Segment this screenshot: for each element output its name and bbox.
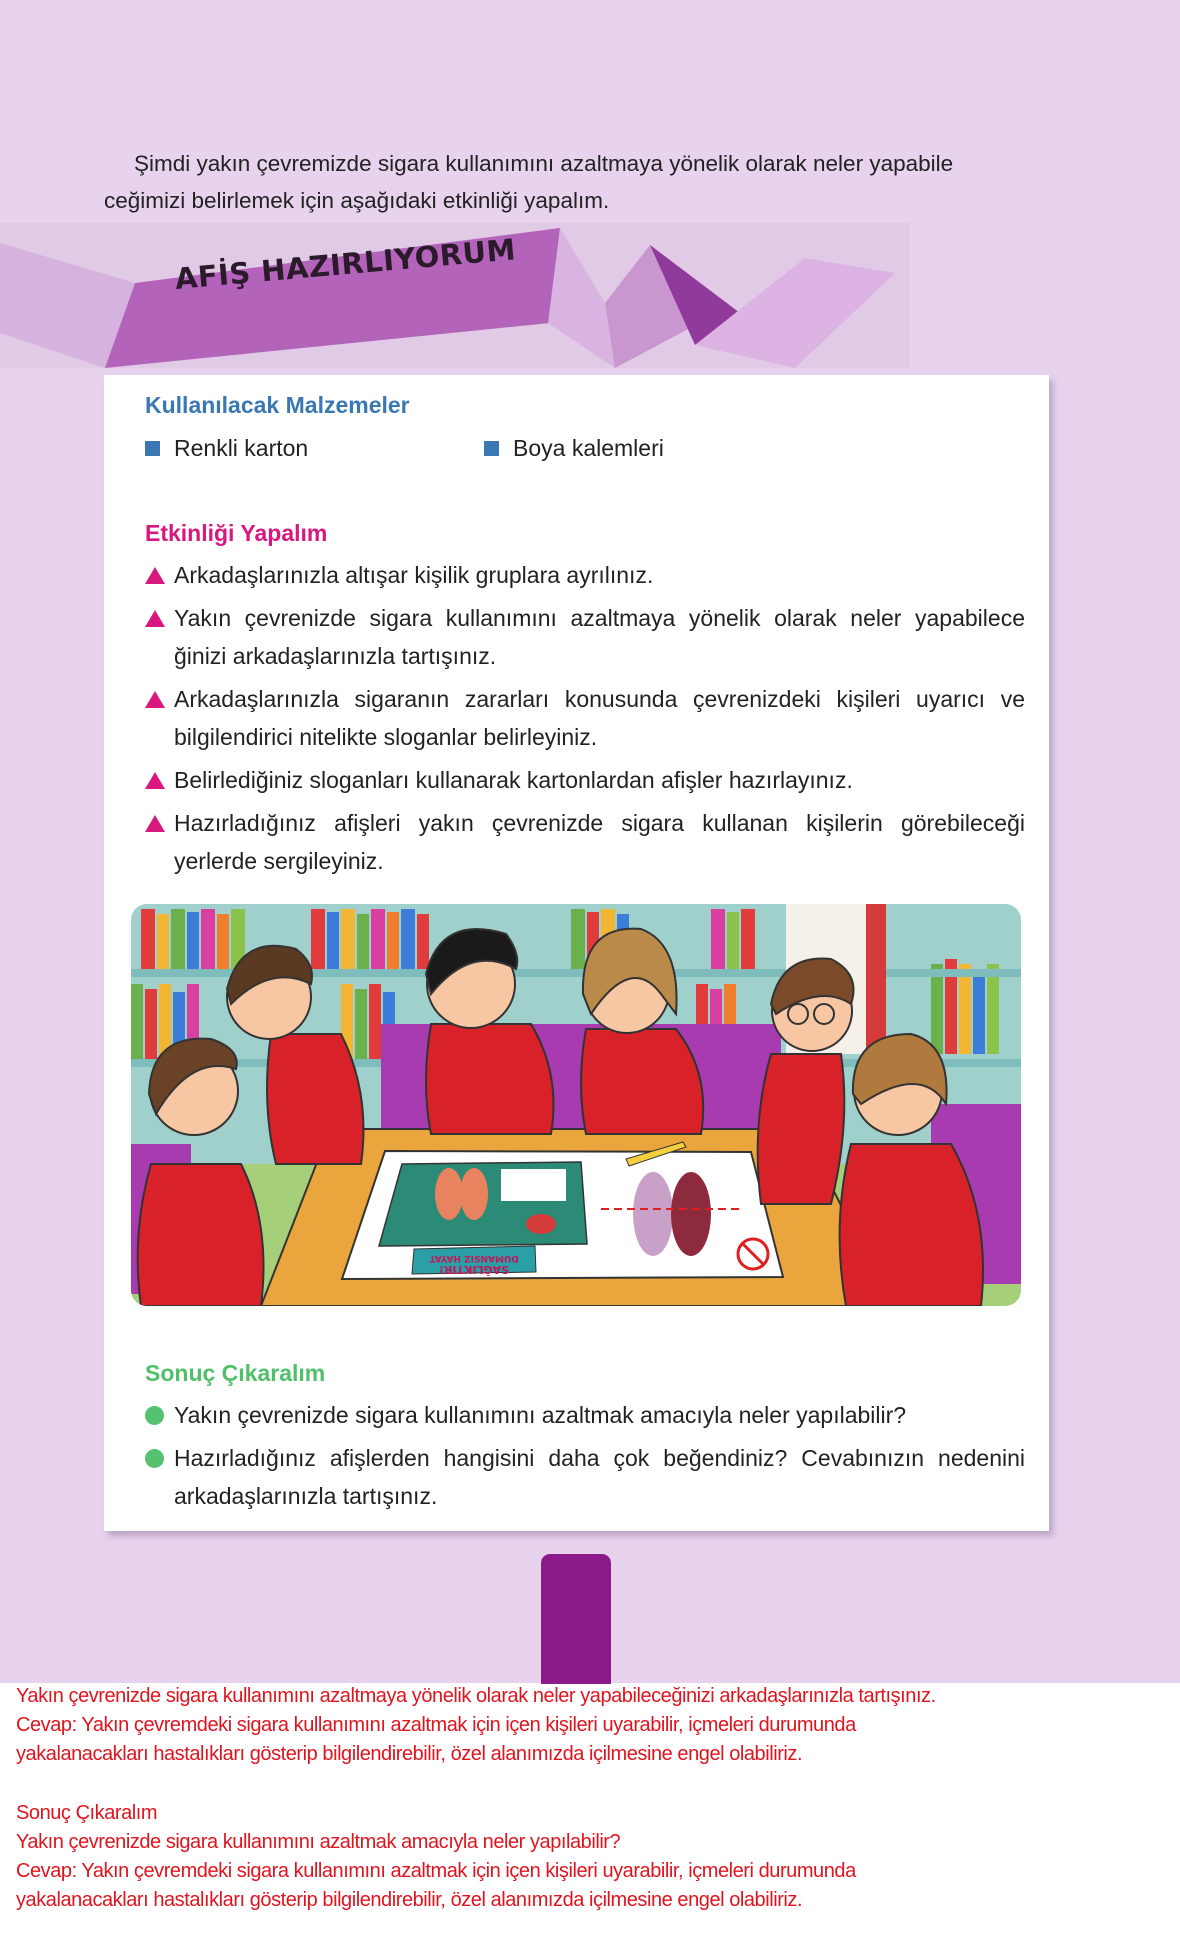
- material-item: [145, 435, 308, 462]
- conclusion-heading: Sonuç Çıkaralım: [145, 1360, 326, 1386]
- square-bullet-icon: [484, 441, 499, 456]
- activity-heading: Etkinliği Yapalım: [145, 520, 328, 546]
- material-label: Renkli karton: [174, 435, 309, 461]
- materials-heading: Kullanılacak Malzemeler: [145, 392, 410, 418]
- page-tab-marker: [541, 1554, 611, 1684]
- answer-line: Cevap: Yakın çevremdeki sigara kullanımını azaltmak için içen kişileri uyarabilir, içmeleri durumunda: [16, 1860, 856, 1883]
- material-label: Boya kalemleri: [513, 435, 664, 461]
- answer-line: yakalanacakları hastalıkları gösterip bilgilendirebilir, özel alanımızda içilmesine engel olabiliriz.: [16, 1889, 803, 1912]
- list-item-text: Arkadaşlarınızla sigaranın zararları konusunda çevrenizdeki kişileri uyarıcı ve bilgilendirici nitelikte sloganlar belirleyiniz.: [174, 686, 1025, 750]
- answer-text-block: [16, 1682, 936, 1915]
- list-item-text: Belirlediğiniz sloganları kullanarak kartonlardan afişler hazırlayınız.: [174, 767, 853, 793]
- conclusion-list: [145, 1396, 1025, 1520]
- answer-line: Yakın çevrenizde sigara kullanımını azaltmak amacıyla neler yapılabilir?: [16, 1830, 621, 1853]
- banner-title: AFİŞ HAZIRLIYORUM: [173, 232, 518, 296]
- triangle-bullet-icon: [145, 691, 165, 708]
- answer-line: Cevap: Yakın çevremdeki sigara kullanımını azaltmak için içen kişileri uyarabilir, içmeleri durumunda: [16, 1714, 856, 1737]
- square-bullet-icon: [145, 441, 160, 456]
- list-item: [145, 680, 1025, 756]
- students-making-poster-illustration: [131, 904, 1021, 1306]
- list-item-text: Hazırladığınız afişleri yakın çevrenizde sigara kullanan kişilerin görebileceği yerlerde sergileyiniz.: [174, 810, 1025, 874]
- activity-card: [104, 375, 1049, 1531]
- answer-line: yakalanacakları hastalıkları gösterip bilgilendirebilir, özel alanımızda içilmesine engel olabiliriz.: [16, 1743, 803, 1766]
- answer-spacer: [16, 1770, 936, 1799]
- poster-slogan-line1: DUMANSIZ HAYAT: [429, 1253, 519, 1263]
- list-item-text: Arkadaşlarınızla altışar kişilik gruplara ayrılınız.: [174, 562, 654, 588]
- intro-line-1: Şimdi yakın çevremizde sigara kullanımını azaltmaya yönelik olarak neler yapabile: [134, 151, 954, 176]
- triangle-bullet-icon: [145, 610, 165, 627]
- list-item: [145, 556, 1025, 594]
- answer-line: Sonuç Çıkaralım: [16, 1801, 158, 1824]
- poster-on-table: [342, 1142, 783, 1279]
- answer-line: Yakın çevrenizde sigara kullanımını azaltmaya yönelik olarak neler yapabileceğinizi arkadaşlarınızla tartışınız.: [16, 1685, 936, 1707]
- list-item: [145, 1439, 1025, 1515]
- poster-slogan-line2: SAĞLIKTIR!: [438, 1263, 510, 1276]
- circle-bullet-icon: [145, 1449, 164, 1468]
- list-item: [145, 599, 1025, 675]
- activity-list: [145, 556, 1025, 885]
- list-item: [145, 804, 1025, 880]
- circle-bullet-icon: [145, 1406, 164, 1425]
- intro-line-2: ceğimizi belirlemek için aşağıdaki etkinliği yapalım.: [104, 188, 610, 213]
- triangle-bullet-icon: [145, 815, 165, 832]
- intro-text: [104, 145, 1049, 219]
- triangle-bullet-icon: [145, 567, 165, 584]
- list-item: [145, 761, 1025, 799]
- triangle-bullet-icon: [145, 772, 165, 789]
- list-item: [145, 1396, 1025, 1434]
- material-item: [484, 435, 664, 462]
- list-item-text: Yakın çevrenizde sigara kullanımını azaltmaya yönelik olarak neler yapabilece ğinizi arkadaşlarınızla tartışınız.: [174, 605, 1025, 669]
- list-item-text: Hazırladığınız afişlerden hangisini daha çok beğendiniz? Cevabınızın nedenini arkadaşlarınızla tartışınız.: [174, 1445, 1025, 1509]
- list-item-text: Yakın çevrenizde sigara kullanımını azaltmak amacıyla neler yapılabilir?: [174, 1402, 907, 1428]
